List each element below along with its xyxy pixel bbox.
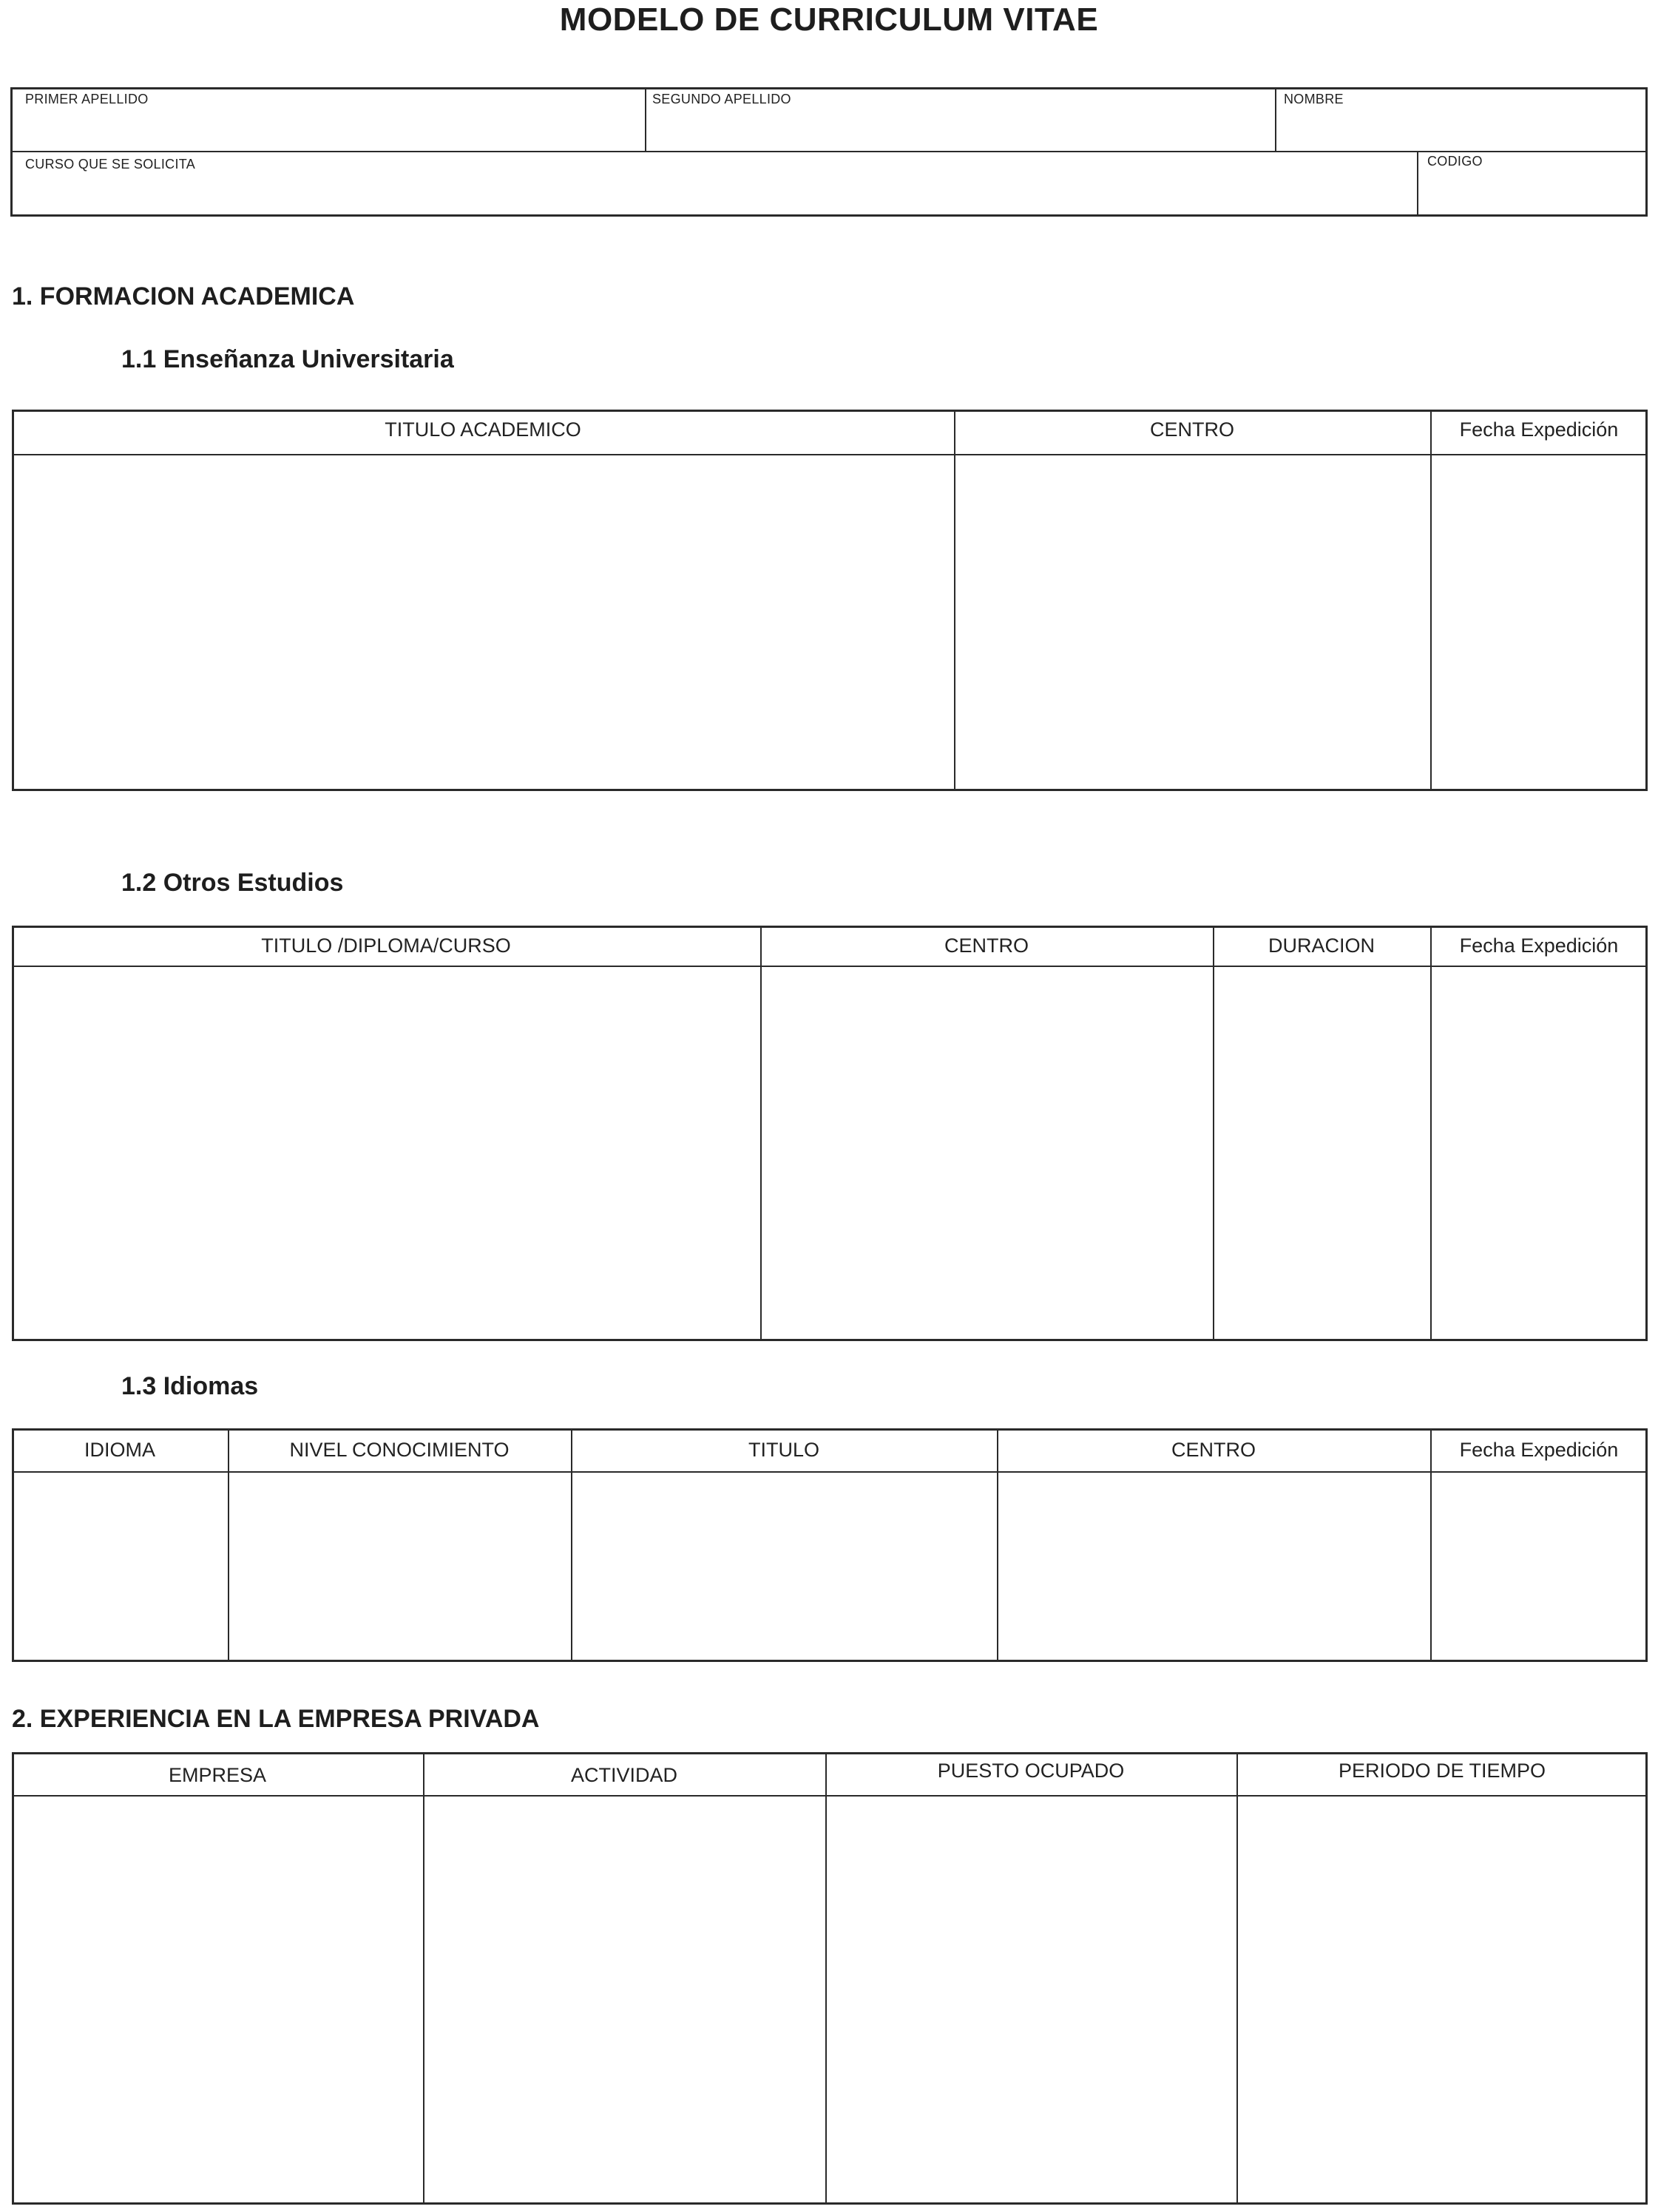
otros-col-divider-2 <box>1213 926 1214 1341</box>
personal-row-divider <box>10 151 1648 152</box>
otros-col-divider-1 <box>760 926 762 1341</box>
otros-header-line <box>12 966 1648 967</box>
idiomas-col-divider-2 <box>571 1428 572 1662</box>
section-2-heading: 2. EXPERIENCIA EN LA EMPRESA PRIVADA <box>12 1705 540 1733</box>
university-col-divider-1 <box>954 410 955 791</box>
university-col-titulo: TITULO ACADEMICO <box>385 418 581 441</box>
otros-estudios-table <box>12 926 1648 1341</box>
experiencia-col-actividad: ACTIVIDAD <box>570 1764 678 1786</box>
codigo-field[interactable]: CODIGO <box>1427 154 1483 169</box>
idiomas-col-centro: CENTRO <box>1171 1439 1256 1461</box>
university-col-divider-2 <box>1430 410 1432 791</box>
section-1-2-heading: 1.2 Otros Estudios <box>121 869 344 897</box>
personal-divider-1 <box>645 87 646 152</box>
experiencia-col-puesto: PUESTO OCUPADO <box>937 1760 1125 1782</box>
section-1-1-heading: 1.1 Enseñanza Universitaria <box>121 345 454 373</box>
experiencia-col-periodo: PERIODO DE TIEMPO <box>1338 1760 1546 1782</box>
idiomas-col-titulo: TITULO <box>748 1439 819 1461</box>
otros-col-duracion: DURACION <box>1268 934 1375 957</box>
experiencia-header-line <box>12 1795 1648 1797</box>
idiomas-col-divider-4 <box>1430 1428 1432 1662</box>
nombre-field[interactable]: NOMBRE <box>1284 92 1344 106</box>
section-1-3-heading: 1.3 Idiomas <box>121 1372 259 1400</box>
university-col-centro: CENTRO <box>1150 418 1234 441</box>
curso-field[interactable]: CURSO QUE SE SOLICITA <box>25 157 196 172</box>
idiomas-table <box>12 1428 1648 1662</box>
idiomas-header-line <box>12 1471 1648 1473</box>
idiomas-col-divider-3 <box>997 1428 998 1662</box>
primer-apellido-field[interactable]: PRIMER APELLIDO <box>25 92 149 106</box>
university-col-fecha: Fecha Expedición <box>1459 418 1619 441</box>
otros-col-centro: CENTRO <box>944 934 1029 957</box>
experiencia-col-divider-2 <box>825 1752 827 2205</box>
otros-col-titulo: TITULO /DIPLOMA/CURSO <box>261 934 511 957</box>
university-table <box>12 410 1648 791</box>
experiencia-col-empresa: EMPRESA <box>168 1764 267 1786</box>
personal-divider-2 <box>1275 87 1276 152</box>
university-header-line <box>12 454 1648 455</box>
idiomas-col-fecha: Fecha Expedición <box>1459 1439 1619 1461</box>
idiomas-col-nivel: NIVEL CONOCIMIENTO <box>289 1439 510 1461</box>
otros-col-divider-3 <box>1430 926 1432 1341</box>
page-title: MODELO DE CURRICULUM VITAE <box>559 1 1099 38</box>
idiomas-col-divider-1 <box>228 1428 229 1662</box>
section-1-heading: 1. FORMACION ACADEMICA <box>12 282 355 311</box>
experiencia-table <box>12 1752 1648 2205</box>
segundo-apellido-field[interactable]: SEGUNDO APELLIDO <box>652 92 791 106</box>
experiencia-col-divider-1 <box>423 1752 424 2205</box>
experiencia-col-divider-3 <box>1236 1752 1238 2205</box>
idiomas-col-idioma: IDIOMA <box>84 1439 155 1461</box>
otros-col-fecha: Fecha Expedición <box>1459 934 1619 957</box>
personal-divider-3 <box>1417 151 1418 216</box>
